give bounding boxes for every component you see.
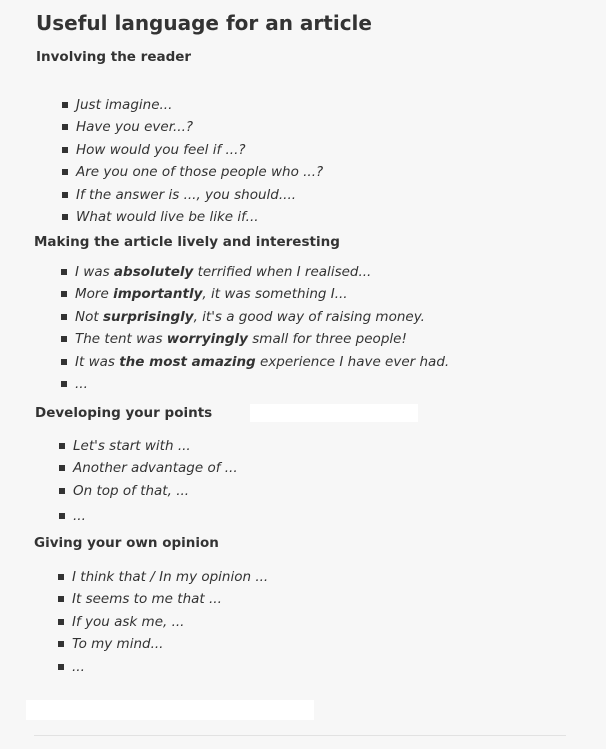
list-item: I was absolutely terrified when I realised... [61,261,449,283]
list-item: The tent was worryingly small for three people! [61,328,449,350]
list-item: I think that / In my opinion ... [58,566,268,588]
bullet-icon [58,619,64,625]
footer-divider [34,735,566,736]
background-panel [250,404,418,422]
list-item: Not surprisingly, it's a good way of raising money. [61,306,449,328]
section-heading-involving-reader: Involving the reader [36,49,192,65]
bullet-icon [59,513,65,519]
bullet-icon [61,291,67,297]
bullet-icon [59,443,65,449]
list-item: Just imagine... [62,94,323,116]
list-developing-points [59,435,238,528]
bullet-icon [59,488,65,494]
bullet-icon [62,124,68,130]
bullet-icon [61,336,67,342]
list-item: To my mind... [58,633,268,655]
bullet-icon [61,269,67,275]
section-heading-own-opinion: Giving your own opinion [34,535,219,551]
bullet-icon [58,574,64,580]
bullet-icon [62,147,68,153]
list-item: Have you ever...? [62,116,323,138]
list-item: Another advantage of ... [59,457,238,479]
list-item: ... [61,373,449,395]
list-item: On top of that, ... [59,480,238,502]
bullet-icon [62,192,68,198]
list-item: More importantly, it was something I... [61,283,449,305]
list-item: If you ask me, ... [58,611,268,633]
list-item: It was the most amazing experience I have ever had. [61,351,449,373]
list-item: Let's start with ... [59,435,238,457]
bullet-icon [62,102,68,108]
bullet-icon [61,381,67,387]
list-involving-reader [62,94,323,228]
list-item: If the answer is ..., you should.... [62,184,323,206]
bullet-icon [58,641,64,647]
list-item: How would you feel if ...? [62,139,323,161]
bullet-icon [58,664,64,670]
bullet-icon [61,359,67,365]
list-item: It seems to me that ... [58,588,268,610]
list-lively-interesting [61,261,449,395]
list-item: What would live be like if... [62,206,323,228]
background-panel [26,700,314,720]
list-item: Are you one of those people who ...? [62,161,323,183]
bullet-icon [62,214,68,220]
list-own-opinion [58,566,268,678]
bullet-icon [62,169,68,175]
bullet-icon [58,596,64,602]
section-heading-developing-points: Developing your points [35,405,213,421]
page-title: Useful language for an article [36,11,372,35]
section-heading-lively-interesting: Making the article lively and interesting [34,234,340,250]
list-item: ... [58,656,268,678]
bullet-icon [59,465,65,471]
list-item: ... [59,505,238,527]
bullet-icon [61,314,67,320]
